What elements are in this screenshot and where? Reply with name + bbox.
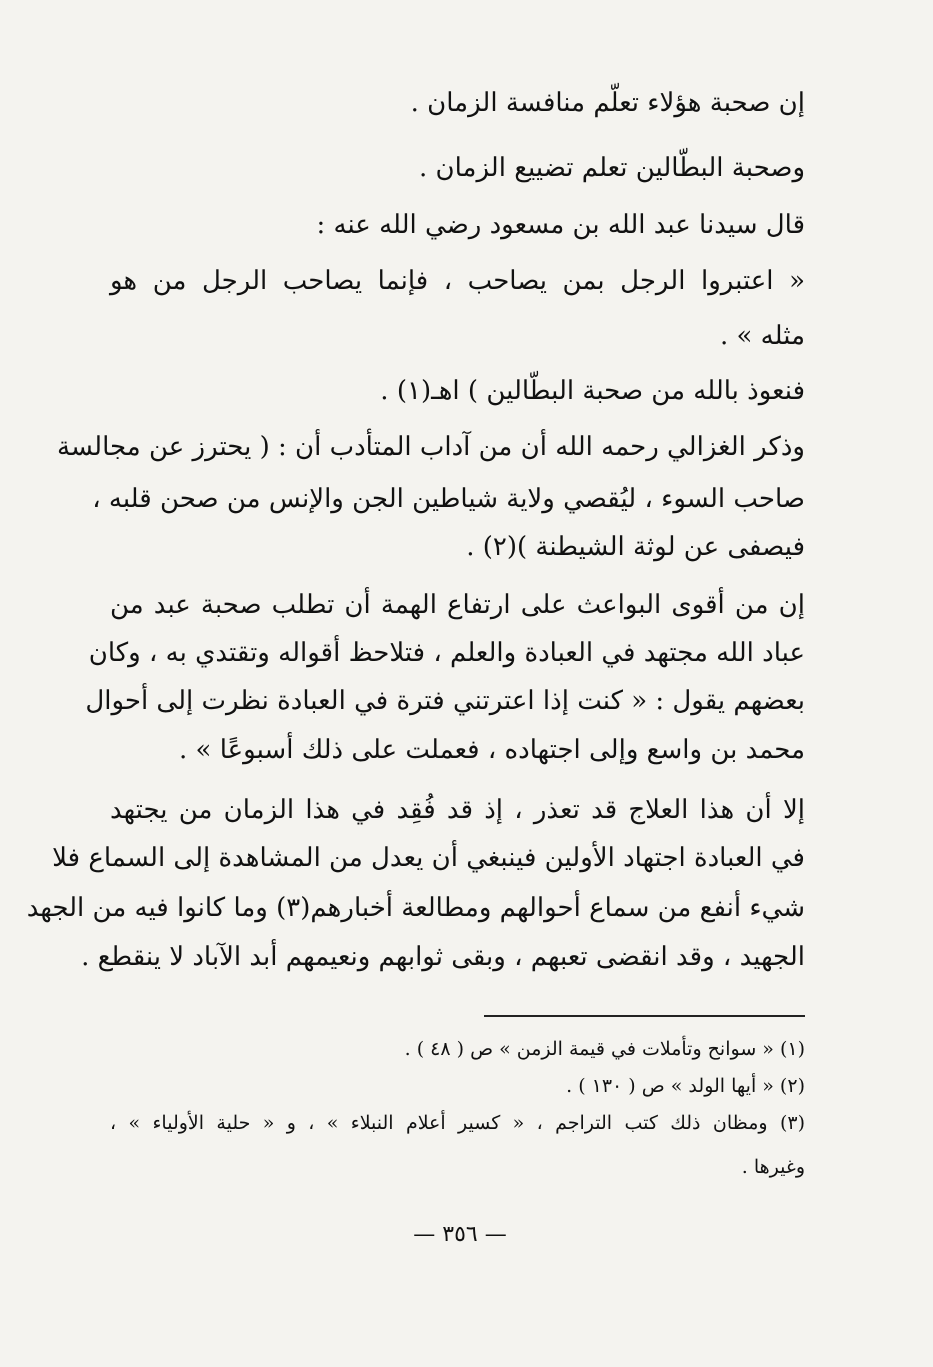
body-line: قال سيدنا عبد الله بن مسعود رضي الله عنه : bbox=[316, 210, 805, 240]
body-line: مثله » . bbox=[719, 321, 805, 351]
body-line: إلا أن هذا العلاج قد تعذر ، إذ قد فُقِد في هذا الزمان من يجتهد bbox=[110, 795, 805, 825]
body-line: وذكر الغزالي رحمه الله أن من آداب المتأدب أن : ( يحترز عن مجالسة bbox=[57, 432, 805, 462]
body-line: في العبادة اجتهاد الأولين فينبغي أن يعدل من المشاهدة إلى السماع فلا bbox=[52, 843, 805, 873]
footnote: (٣) ومظان ذلك كتب التراجم ، « كسير أعلام النبلاء » ، و « حلية الأولياء » ، bbox=[110, 1112, 805, 1134]
body-line: صاحب السوء ، ليُقصي ولاية شياطين الجن والإنس من صحن قلبه ، bbox=[92, 484, 805, 514]
body-line: فنعوذ بالله من صحبة البطّالين ) اهـ(١) . bbox=[380, 376, 805, 406]
body-line: شيء أنفع من سماع أحوالهم ومطالعة أخبارهم(٣) وما كانوا فيه من الجهد bbox=[26, 893, 805, 923]
body-line: محمد بن واسع وإلى اجتهاده ، فعملت على ذلك أسبوعًا » . bbox=[179, 735, 805, 765]
footnote-continuation: وغيرها . bbox=[741, 1156, 805, 1178]
footnote-divider bbox=[484, 1015, 805, 1017]
body-line: بعضهم يقول : « كنت إذا اعترتني فترة في العبادة نظرت إلى أحوال bbox=[85, 686, 805, 716]
body-line: فيصفى عن لوثة الشيطنة )(٢) . bbox=[466, 532, 805, 562]
body-line: إن صحبة هؤلاء تعلّم منافسة الزمان . bbox=[410, 88, 805, 118]
body-line: « اعتبروا الرجل بمن يصاحب ، فإنما يصاحب الرجل من هو bbox=[110, 266, 805, 296]
footnote: (٢) « أيها الولد » ص ( ١٣٠ ) . bbox=[566, 1075, 805, 1097]
body-line: عباد الله مجتهد في العبادة والعلم ، فتلاحظ أقواله وتقتدي به ، وكان bbox=[88, 638, 805, 668]
page-number: — ٣٥٦ — bbox=[413, 1222, 507, 1247]
body-line: إن من أقوى البواعث على ارتفاع الهمة أن تطلب صحبة عبد من bbox=[110, 590, 805, 620]
footnote: (١) « سوانح وتأملات في قيمة الزمن » ص ( ٤٨ ) . bbox=[404, 1038, 805, 1060]
body-line: وصحبة البطّالين تعلم تضييع الزمان . bbox=[418, 153, 805, 183]
body-line: الجهيد ، وقد انقضى تعبهم ، وبقى ثوابهم ونعيمهم أبد الآباد لا ينقطع . bbox=[81, 942, 805, 972]
